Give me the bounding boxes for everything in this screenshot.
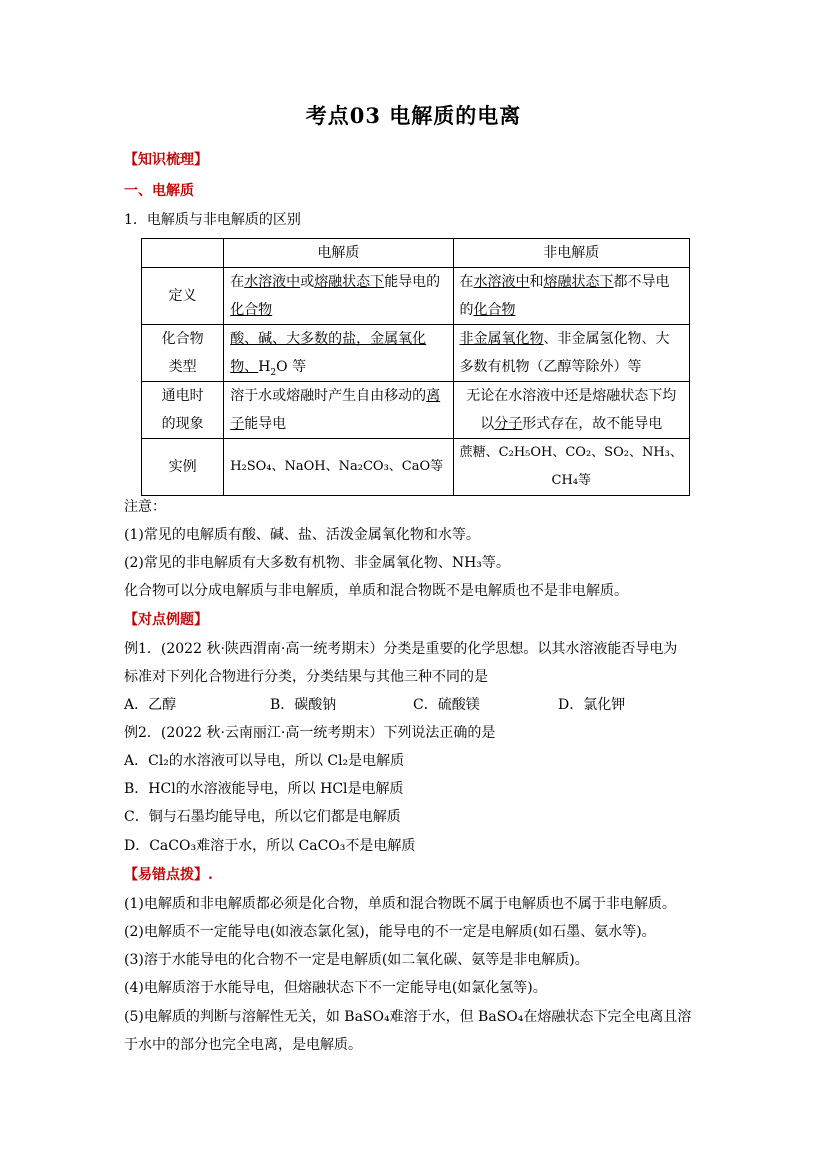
comparison-table (141, 238, 690, 496)
section-electrolyte: 一、电解质 (124, 183, 194, 199)
example1-option-d[interactable]: D．氯化钾 (558, 697, 626, 713)
example1-option-b[interactable]: B．碳酸钠 (270, 697, 337, 713)
note-item: (2)常见的非电解质有大多数有机物、非金属氧化物、NH₃等。 (124, 555, 510, 571)
note-item: 化合物可以分成电解质与非电解质，单质和混合物既不是电解质也不是非电解质。 (124, 583, 628, 599)
table-row (142, 268, 690, 325)
example1-option-a[interactable]: A．乙醇 (124, 697, 177, 713)
example2-option-b[interactable]: B．HCl的水溶液能导电，所以 HCl是电解质 (124, 781, 404, 797)
table-row (142, 382, 690, 439)
row-label: 定义 (142, 268, 224, 325)
table-cell: 在水溶液中和熔融状态下都不导电的化合物 (453, 268, 689, 325)
table-header-cell (142, 239, 224, 268)
table-cell: 无论在水溶液中还是熔融状态下均以分子形式存在，故不能导电 (453, 382, 689, 439)
row-label: 实例 (142, 439, 224, 496)
example1-stem: 标准对下列化合物进行分类，分类结果与其他三种不同的是 (124, 669, 488, 685)
table-cell: 非金属氧化物、非金属氢化物、大多数有机物（乙醇等除外）等 (453, 325, 689, 382)
example2-option-d[interactable]: D．CaCO₃难溶于水，所以 CaCO₃不是电解质 (124, 838, 416, 854)
pitfall-item: (3)溶于水能导电的化合物不一定是电解质(如二氧化碳、氨等是非电解质)。 (124, 952, 589, 968)
section-pitfalls: 【易错点拨】. (124, 867, 213, 883)
table-row (142, 439, 690, 496)
table-header-cell: 电解质 (224, 239, 453, 268)
table-header-row (142, 239, 690, 268)
section-knowledge: 【知识梳理】 (124, 152, 208, 168)
example2-stem: 例2．(2022 秋·云南丽江·高一统考期末）下列说法正确的是 (124, 725, 496, 741)
example2-option-a[interactable]: A．Cl₂的水溶液可以导电，所以 Cl₂是电解质 (124, 753, 405, 769)
row-label: 化合物 类型 (142, 325, 224, 382)
example1-stem: 例1．(2022 秋·陕西渭南·高一统考期末）分类是重要的化学思想。以其水溶液能否导电为 (124, 641, 678, 657)
table-header-cell: 非电解质 (453, 239, 689, 268)
table-cell: 溶于水或熔融时产生自由移动的离子能导电 (224, 382, 453, 439)
page-title: 考点03 电解质的电离 (305, 103, 522, 128)
note-item: (1)常见的电解质有酸、碱、盐、活泼金属氧化物和水等。 (124, 527, 480, 543)
table-cell: 蔗糖、C₂H₅OH、CO₂、SO₂、NH₃、CH₄等 (453, 439, 689, 496)
notes-heading: 注意： (124, 499, 166, 515)
section-examples: 【对点例题】 (124, 612, 208, 628)
pitfall-item: (1)电解质和非电解质都必须是化合物，单质和混合物既不属于电解质也不属于非电解质。 (124, 896, 676, 912)
pitfall-item: 于水中的部分也完全电离，是电解质。 (124, 1037, 362, 1053)
pitfall-item: (2)电解质不一定能导电(如液态氯化氢)，能导电的不一定是电解质(如石墨、氨水等)。 (124, 924, 656, 940)
table-row (142, 325, 690, 382)
table-cell: 在水溶液中或熔融状态下能导电的化合物 (224, 268, 453, 325)
pitfall-item: (5)电解质的判断与溶解性无关，如 BaSO₄难溶于水，但 BaSO₄在熔融状态下完全电离且溶 (124, 1009, 692, 1025)
example1-option-c[interactable]: C．硫酸镁 (413, 697, 480, 713)
pitfall-item: (4)电解质溶于水能导电，但熔融状态下不一定能导电(如氯化氢等)。 (124, 980, 547, 996)
table-cell: 酸、碱、大多数的盐，金属氧化物、$H_2O$ 等 (224, 325, 453, 382)
table-cell: H₂SO₄、NaOH、Na₂CO₃、CaO等 (224, 439, 453, 496)
difference-heading: 1．电解质与非电解质的区别 (124, 212, 301, 228)
example2-option-c[interactable]: C．铜与石墨均能导电，所以它们都是电解质 (124, 809, 401, 825)
row-label: 通电时 的现象 (142, 382, 224, 439)
